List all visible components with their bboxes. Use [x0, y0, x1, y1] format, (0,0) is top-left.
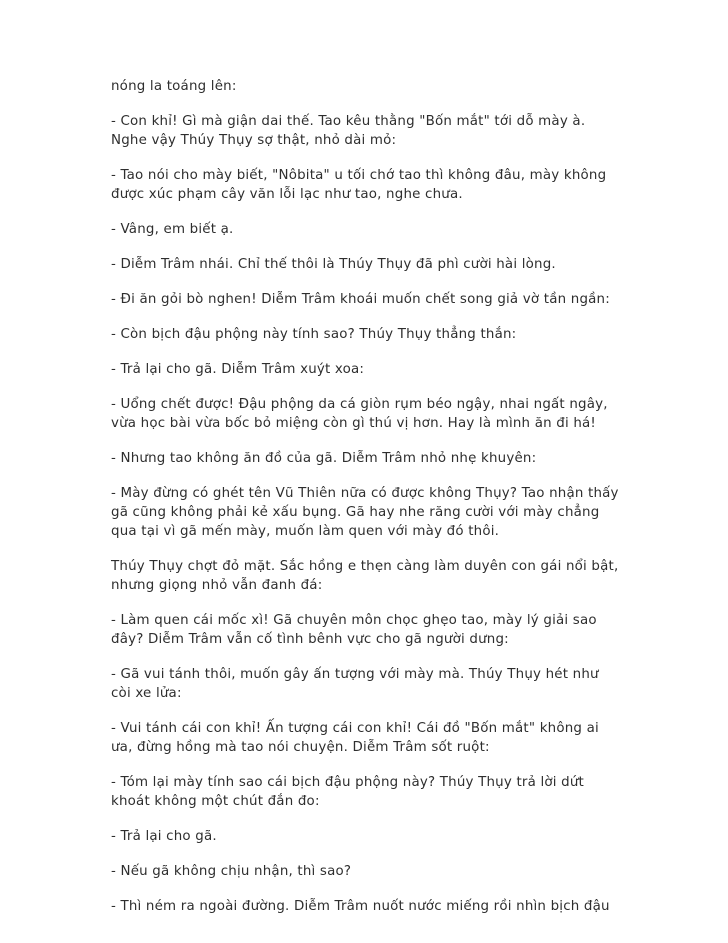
paragraph: nóng la toáng lên: — [111, 79, 237, 94]
paragraph: - Còn bịch đậu phộng này tính sao? Thúy Thụy thẳng thắn: — [111, 327, 517, 342]
paragraph: - Nhưng tao không ăn đồ của gã. Diễm Trâm nhỏ nhẹ khuyên: — [111, 451, 537, 466]
document-body — [111, 77, 621, 932]
paragraph: - Trả lại cho gã. Diễm Trâm xuýt xoa: — [111, 362, 365, 377]
paragraph: - Vui tánh cái con khỉ! Ấn tượng cái con khỉ! Cái đồ "Bốn mắt" không ai ưa, đừng hồng mà tao nói chuyện. Diễm Trâm sốt ruột: — [111, 721, 599, 755]
paragraph: - Tóm lại mày tính sao cái bịch đậu phộng này? Thúy Thụy trả lời dứt khoát không một chút đắn đo: — [111, 775, 584, 809]
paragraph: - Đi ăn gỏi bò nghen! Diễm Trâm khoái muốn chết song giả vờ tần ngần: — [111, 292, 610, 307]
paragraph: Thúy Thụy chợt đỏ mặt. Sắc hồng e thẹn càng làm duyên con gái nổi bật, nhưng giọng nhỏ vẫn đanh đá: — [111, 559, 619, 593]
paragraph: - Vâng, em biết ạ. — [111, 222, 234, 237]
paragraph: - Làm quen cái mốc xì! Gã chuyên môn chọc ghẹo tao, mày lý giải sao đây? Diễm Trâm vẫn cố tình bênh vực cho gã người dưng: — [111, 613, 597, 647]
paragraph: - Tao nói cho mày biết, "Nôbita" u tối chớ tao thì không đâu, mày không được xúc phạm cây văn lỗi lạc như tao, nghe chưa. — [111, 168, 607, 202]
paragraph: - Nếu gã không chịu nhận, thì sao? — [111, 864, 352, 879]
paragraph: - Gã vui tánh thôi, muốn gây ấn tượng với mày mà. Thúy Thụy hét như còi xe lửa: — [111, 667, 599, 701]
paragraph: - Uổng chết được! Đậu phộng da cá giòn rụm béo ngậy, nhai ngất ngây, vừa học bài vừa bốc bỏ miệng còn gì thú vị hơn. Hay là mình ăn đi há! — [111, 397, 608, 431]
paragraph: - Diễm Trâm nhái. Chỉ thế thôi là Thúy Thụy đã phì cười hài lòng. — [111, 257, 556, 272]
paragraph: - Trả lại cho gã. — [111, 829, 217, 844]
paragraph: - Thì ném ra ngoài đường. Diễm Trâm nuốt nước miếng rồi nhìn bịch đậu — [111, 899, 610, 914]
paragraph: - Con khỉ! Gì mà giận dai thế. Tao kêu thằng "Bốn mắt" tới dỗ mày à. Nghe vậy Thúy Thụy sợ thật, nhỏ dài mỏ: — [111, 114, 586, 148]
paragraph: - Mày đừng có ghét tên Vũ Thiên nữa có được không Thụy? Tao nhận thấy gã cũng không phải kẻ xấu bụng. Gã hay nhe răng cười với mày chẳng qua tại vì gã mến mày, muốn làm quen với mày đó thôi. — [111, 486, 619, 539]
